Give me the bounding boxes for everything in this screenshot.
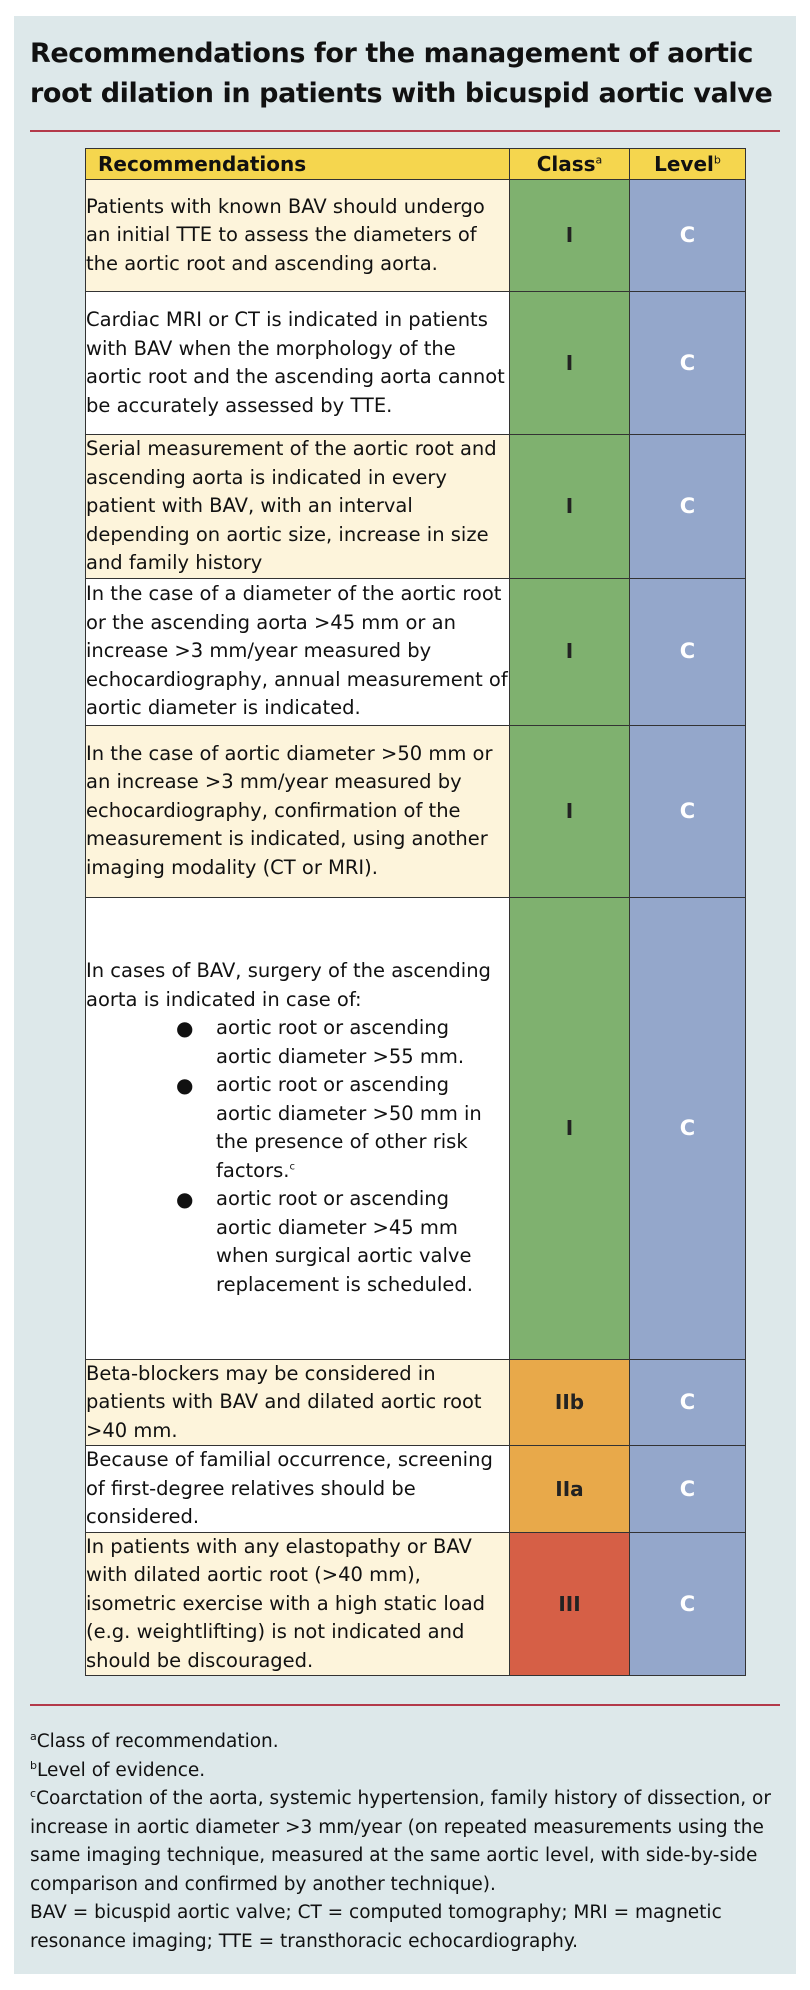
level-cell: C (630, 292, 746, 435)
surgery-intro: In cases of BAV, surgery of the ascending aorta is indicated in case of: (86, 959, 491, 1011)
footnote-a: $^a$Class of recommendation. (30, 1729, 279, 1752)
table-header-row (86, 149, 746, 180)
level-cell: C (630, 725, 746, 897)
table-row (86, 725, 746, 897)
footnote-divider (30, 1704, 780, 1706)
level-cell: C (630, 180, 746, 292)
header-class: Class$^a$ (510, 149, 630, 180)
recommendation-text: Beta-blockers may be considered in patients with BAV and dilated aortic root >40 mm. (86, 1359, 510, 1446)
level-cell: C (630, 435, 746, 579)
list-item: ● aortic root or ascending aortic diameter >55 mm. (176, 1016, 465, 1068)
table-row (86, 1446, 746, 1533)
recommendation-text: Patients with known BAV should undergo an initial TTE to assess the diameters of the aortic root and ascending aorta. (86, 180, 510, 292)
bullet-icon: ● (176, 1187, 194, 1211)
class-cell: I (510, 292, 630, 435)
recommendation-text: In patients with any elastopathy or BAV with dilated aortic root (>40 mm), isometric exercise with a high static load (e.g. weightlifting) is not indicated and should be discouraged. (86, 1532, 510, 1676)
page-title: Recommendations for the management of aortic root dilation in patients with bicuspid aortic valve (30, 38, 773, 109)
header-recommendations: Recommendations (86, 149, 510, 180)
level-cell: C (630, 1446, 746, 1533)
header-level-footnote-mark: b (713, 153, 721, 167)
header-level: Level$^b$ (630, 149, 746, 180)
surgery-criteria-list (86, 1014, 509, 1299)
recommendation-text: Because of familial occurrence, screening of first-degree relatives should be considered. (86, 1446, 510, 1533)
footnote-c: $^c$Coarctation of the aorta, systemic hypertension, family history of dissection, or increase in aortic diameter >3 mm/year (on repeated measurements using the same imaging technique, measured at the same aortic level, with side-by-side comparison and confirmed by another technique). (30, 1786, 771, 1895)
title-divider (30, 130, 780, 132)
class-cell: IIa (510, 1446, 630, 1533)
class-cell: I (510, 897, 630, 1359)
recommendation-text: Serial measurement of the aortic root and ascending aorta is indicated in every patient with BAV, with an interval depending on aortic size, increase in size and family history (86, 435, 510, 579)
bullet-icon: ● (176, 1016, 194, 1040)
table-row (86, 435, 746, 579)
table-row (86, 292, 746, 435)
table-row (86, 897, 746, 1359)
class-cell: IIb (510, 1359, 630, 1446)
recommendations-panel (14, 16, 796, 1974)
class-cell: I (510, 180, 630, 292)
recommendation-text (86, 897, 510, 1359)
level-cell: C (630, 578, 746, 725)
recommendation-text: Cardiac MRI or CT is indicated in patients with BAV when the morphology of the aortic root and the ascending aorta cannot be accurately assessed by TTE. (86, 292, 510, 435)
table-row (86, 1532, 746, 1676)
level-cell: C (630, 1532, 746, 1676)
level-cell: C (630, 1359, 746, 1446)
header-class-footnote-mark: a (595, 153, 603, 167)
class-cell: I (510, 435, 630, 579)
footnote-mark-c: c (289, 1161, 295, 1172)
list-item: ● aortic root or ascending aortic diameter >45 mm when surgical aortic valve replacement is scheduled. (176, 1187, 473, 1296)
class-cell: III (510, 1532, 630, 1676)
recommendations-table (85, 148, 746, 1676)
abbreviations: BAV = bicuspid aortic valve; CT = computed tomography; MRI = magnetic resonance imaging; TTE = transthoracic echocardiography. (30, 1902, 722, 1952)
table-row (86, 1359, 746, 1446)
class-cell: I (510, 578, 630, 725)
list-item: ● aortic root or ascending aortic diameter >50 mm in the presence of other risk factors.$^c$ (176, 1073, 482, 1182)
recommendation-text: In the case of aortic diameter >50 mm or an increase >3 mm/year measured by echocardiography, confirmation of the measurement is indicated, using another imaging modality (CT or MRI). (86, 725, 510, 897)
table-row (86, 578, 746, 725)
recommendation-text: In the case of a diameter of the aortic root or the ascending aorta >45 mm or an increase >3 mm/year measured by echocardiography, annual measurement of aortic diameter is indicated. (86, 578, 510, 725)
bullet-icon: ● (176, 1073, 194, 1097)
class-cell: I (510, 725, 630, 897)
level-cell: C (630, 897, 746, 1359)
footnote-b: $^b$Level of evidence. (30, 1758, 206, 1781)
table-row (86, 180, 746, 292)
footnotes (30, 1728, 790, 1956)
